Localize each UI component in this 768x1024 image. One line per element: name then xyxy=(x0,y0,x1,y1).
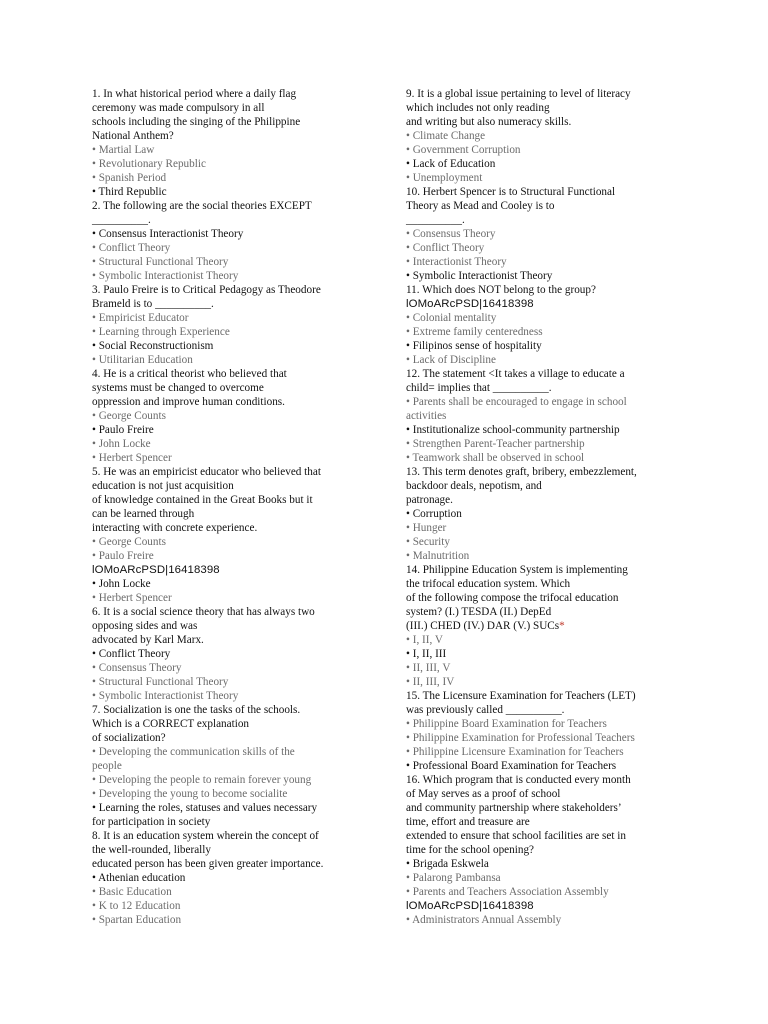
document-id xyxy=(406,297,676,311)
answer-choice xyxy=(406,535,676,549)
question-line xyxy=(92,129,364,143)
question-line xyxy=(92,199,364,213)
answer-choice xyxy=(406,745,676,759)
answer-choice xyxy=(406,241,676,255)
question-line xyxy=(92,605,364,619)
line-text: can be learned through xyxy=(92,508,195,520)
line-text: time for the school opening? xyxy=(406,844,535,856)
question-line xyxy=(406,815,676,829)
line-text: 8. It is an education system wherein the concept of xyxy=(92,830,319,842)
left-column xyxy=(92,87,364,927)
line-text: • K to 12 Education xyxy=(92,900,181,912)
answer-choice xyxy=(92,255,364,269)
question-line xyxy=(406,115,676,129)
answer-choice xyxy=(92,437,364,451)
line-text: 9. It is a global issue pertaining to level of literacy xyxy=(406,88,631,100)
required-asterisk: * xyxy=(559,620,565,632)
line-text: • Professional Board Examination for Teachers xyxy=(406,760,617,772)
line-text: • Philippine Licensure Examination for Teachers xyxy=(406,746,624,758)
answer-choice-selected xyxy=(406,423,676,437)
line-text: • Symbolic Interactionist Theory xyxy=(92,270,239,282)
question-line xyxy=(406,185,676,199)
line-text: • II, III, IV xyxy=(406,676,455,688)
line-text: of knowledge contained in the Great Books but it xyxy=(92,494,313,506)
question-line xyxy=(406,619,676,633)
line-text: system? (I.) TESDA (II.) DepEd xyxy=(406,606,552,618)
line-text: • Parents and Teachers Association Assembly xyxy=(406,886,609,898)
line-text: • Teamwork shall be observed in school xyxy=(406,452,585,464)
line-text: __________. xyxy=(92,214,151,226)
answer-choice xyxy=(92,143,364,157)
answer-choice-selected xyxy=(406,857,676,871)
answer-choice-selected xyxy=(406,269,676,283)
question-line xyxy=(406,479,676,493)
question-line xyxy=(406,801,676,815)
question-line xyxy=(92,115,364,129)
line-text: backdoor deals, nepotism, and xyxy=(406,480,542,492)
answer-choice xyxy=(92,885,364,899)
answer-choice xyxy=(406,731,676,745)
line-text: __________. xyxy=(406,214,465,226)
answer-choice xyxy=(406,871,676,885)
line-text: • Security xyxy=(406,536,450,548)
line-text: • Parents shall be encouraged to engage in school xyxy=(406,396,627,408)
line-text: extended to ensure that school facilities are set in xyxy=(406,830,626,842)
line-text: of the following compose the trifocal education xyxy=(406,592,619,604)
line-text: • Colonial mentality xyxy=(406,312,497,324)
question-line xyxy=(92,857,364,871)
line-text: • Conflict Theory xyxy=(92,648,171,660)
answer-choice-selected xyxy=(406,339,676,353)
line-text: • I, II, V xyxy=(406,634,443,646)
answer-choice-selected xyxy=(92,185,364,199)
line-text: people xyxy=(92,760,122,772)
line-text: • Conflict Theory xyxy=(406,242,485,254)
answer-choice-selected xyxy=(92,339,364,353)
line-text: oppression and improve human conditions. xyxy=(92,396,285,408)
answer-choice xyxy=(92,689,364,703)
line-text: • Palarong Pambansa xyxy=(406,872,501,884)
answer-choice xyxy=(92,591,364,605)
answer-choice xyxy=(92,745,364,759)
line-text: advocated by Karl Marx. xyxy=(92,634,204,646)
answer-choice-selected xyxy=(92,815,364,829)
question-line xyxy=(406,199,676,213)
line-text: • Brigada Eskwela xyxy=(406,858,489,870)
line-text: (III.) CHED (IV.) DAR (V.) SUCs xyxy=(406,620,560,632)
answer-choice xyxy=(406,437,676,451)
line-text: Theory as Mead and Cooley is to xyxy=(406,200,555,212)
question-line xyxy=(406,591,676,605)
line-text: 12. The statement <It takes a village to educate a xyxy=(406,368,625,380)
line-text: lOMoARcPSD|16418398 xyxy=(406,900,534,912)
answer-choice xyxy=(406,549,676,563)
answer-choice xyxy=(92,171,364,185)
answer-choice xyxy=(92,311,364,325)
answer-choice xyxy=(406,451,676,465)
answer-choice xyxy=(92,535,364,549)
line-text: • Martial Law xyxy=(92,144,155,156)
line-text: 3. Paulo Freire is to Critical Pedagogy as Theodore xyxy=(92,284,321,296)
question-line xyxy=(406,367,676,381)
question-line xyxy=(406,773,676,787)
answer-choice xyxy=(92,157,364,171)
question-line xyxy=(406,381,676,395)
line-text: and writing but also numeracy skills. xyxy=(406,116,572,128)
answer-choice-selected xyxy=(92,577,364,591)
line-text: • Unemployment xyxy=(406,172,483,184)
line-text: • Philippine Board Examination for Teachers xyxy=(406,718,607,730)
line-text: child= implies that __________. xyxy=(406,382,552,394)
line-text: • Extreme family centeredness xyxy=(406,326,543,338)
line-text: • Administrators Annual Assembly xyxy=(406,914,562,926)
question-line xyxy=(406,689,676,703)
line-text: • Institutionalize school-community partnership xyxy=(406,424,620,436)
line-text: lOMoARcPSD|16418398 xyxy=(92,564,220,576)
answer-choice xyxy=(406,885,676,899)
question-line xyxy=(92,731,364,745)
answer-choice-selected xyxy=(92,801,364,815)
answer-choice xyxy=(92,675,364,689)
line-text: • Hunger xyxy=(406,522,447,534)
question-line xyxy=(406,87,676,101)
question-line xyxy=(92,493,364,507)
line-text: was previously called __________. xyxy=(406,704,565,716)
line-text: • Empiricist Educator xyxy=(92,312,189,324)
question-line xyxy=(406,577,676,591)
line-text: • Utilitarian Education xyxy=(92,354,193,366)
line-text: • Herbert Spencer xyxy=(92,592,172,604)
line-text: National Anthem? xyxy=(92,130,174,142)
answer-choice-selected xyxy=(406,507,676,521)
question-line xyxy=(92,213,364,227)
line-text: 6. It is a social science theory that has always two xyxy=(92,606,315,618)
line-text: lOMoARcPSD|16418398 xyxy=(406,298,534,310)
answer-choice xyxy=(406,661,676,675)
question-line xyxy=(406,605,676,619)
line-text: education is not just acquisition xyxy=(92,480,234,492)
line-text: • Social Reconstructionism xyxy=(92,340,214,352)
answer-choice xyxy=(406,311,676,325)
question-line xyxy=(92,703,364,717)
question-line xyxy=(92,395,364,409)
answer-choice xyxy=(92,409,364,423)
line-text: • I, II, III xyxy=(406,648,447,660)
answer-choice xyxy=(406,129,676,143)
answer-choice-selected xyxy=(92,227,364,241)
line-text: • Paulo Freire xyxy=(92,550,154,562)
question-line xyxy=(92,367,364,381)
answer-choice-selected xyxy=(92,647,364,661)
line-text: • Basic Education xyxy=(92,886,172,898)
line-text: • Athenian education xyxy=(92,872,186,884)
line-text: systems must be changed to overcome xyxy=(92,382,264,394)
question-line xyxy=(92,381,364,395)
line-text: Which is a CORRECT explanation xyxy=(92,718,250,730)
line-text: • Lack of Discipline xyxy=(406,354,496,366)
line-text: • George Counts xyxy=(92,536,166,548)
answer-choice xyxy=(406,675,676,689)
line-text: • Third Republic xyxy=(92,186,167,198)
answer-choice xyxy=(406,409,676,423)
line-text: • Developing the people to remain forever young xyxy=(92,774,312,786)
question-line xyxy=(92,507,364,521)
answer-choice xyxy=(92,661,364,675)
line-text: • Symbolic Interactionist Theory xyxy=(92,690,239,702)
line-text: schools including the singing of the Philippine xyxy=(92,116,301,128)
question-line xyxy=(406,465,676,479)
question-line xyxy=(92,479,364,493)
question-line xyxy=(406,283,676,297)
line-text: • Herbert Spencer xyxy=(92,452,172,464)
line-text: 15. The Licensure Examination for Teachers (LET) xyxy=(406,690,636,702)
question-line xyxy=(92,465,364,479)
line-text: • Conflict Theory xyxy=(92,242,171,254)
answer-choice-selected xyxy=(406,759,676,773)
line-text: • Developing the young to become socialite xyxy=(92,788,288,800)
question-line xyxy=(92,619,364,633)
line-text: activities xyxy=(406,410,447,422)
line-text: • Developing the communication skills of the xyxy=(92,746,295,758)
question-line xyxy=(92,283,364,297)
line-text: of May serves as a proof of school xyxy=(406,788,561,800)
answer-choice xyxy=(92,241,364,255)
question-line xyxy=(92,633,364,647)
question-line xyxy=(406,829,676,843)
question-line xyxy=(406,101,676,115)
document-id xyxy=(406,899,676,913)
line-text: and community partnership where stakeholders’ xyxy=(406,802,622,814)
line-text: • Consensus Theory xyxy=(406,228,496,240)
answer-choice xyxy=(92,759,364,773)
line-text: • Climate Change xyxy=(406,130,486,142)
line-text: 14. Philippine Education System is implementing xyxy=(406,564,628,576)
answer-choice xyxy=(92,913,364,927)
line-text: for participation in society xyxy=(92,816,211,828)
line-text: educated person has been given greater importance. xyxy=(92,858,324,870)
line-text: • Paulo Freire xyxy=(92,424,154,436)
question-line xyxy=(406,787,676,801)
answer-choice-selected xyxy=(92,871,364,885)
line-text: • Learning the roles, statuses and values necessary xyxy=(92,802,318,814)
answer-choice-selected xyxy=(406,157,676,171)
line-text: 10. Herbert Spencer is to Structural Functional xyxy=(406,186,616,198)
question-line xyxy=(406,563,676,577)
line-text: • Corruption xyxy=(406,508,462,520)
right-column xyxy=(406,87,676,927)
line-text: • Spanish Period xyxy=(92,172,167,184)
question-line xyxy=(92,297,364,311)
line-text: 7. Socialization is one the tasks of the schools. xyxy=(92,704,301,716)
answer-choice xyxy=(406,227,676,241)
answer-choice xyxy=(406,353,676,367)
answer-choice xyxy=(406,395,676,409)
answer-choice xyxy=(92,899,364,913)
line-text: 4. He is a critical theorist who believed that xyxy=(92,368,287,380)
line-text: • Structural Functional Theory xyxy=(92,676,229,688)
answer-choice xyxy=(92,269,364,283)
answer-choice xyxy=(92,549,364,563)
line-text: patronage. xyxy=(406,494,453,506)
line-text: • George Counts xyxy=(92,410,166,422)
answer-choice xyxy=(92,787,364,801)
line-text: 13. This term denotes graft, bribery, embezzlement, xyxy=(406,466,637,478)
line-text: • John Locke xyxy=(92,578,151,590)
line-text: • II, III, V xyxy=(406,662,451,674)
line-text: • Structural Functional Theory xyxy=(92,256,229,268)
line-text: time, effort and treasure are xyxy=(406,816,530,828)
question-line xyxy=(406,493,676,507)
answer-choice xyxy=(92,325,364,339)
line-text: opposing sides and was xyxy=(92,620,198,632)
answer-choice xyxy=(92,451,364,465)
line-text: 2. The following are the social theories EXCEPT xyxy=(92,200,312,212)
line-text: • Strengthen Parent-Teacher partnership xyxy=(406,438,585,450)
document-id xyxy=(92,563,364,577)
line-text: 1. In what historical period where a daily flag xyxy=(92,88,297,100)
line-text: interacting with concrete experience. xyxy=(92,522,258,534)
line-text: • Learning through Experience xyxy=(92,326,230,338)
line-text: the well-rounded, liberally xyxy=(92,844,211,856)
answer-choice xyxy=(406,255,676,269)
line-text: which includes not only reading xyxy=(406,102,550,114)
line-text: • Symbolic Interactionist Theory xyxy=(406,270,553,282)
question-line xyxy=(92,717,364,731)
line-text: Brameld is to __________. xyxy=(92,298,214,310)
answer-choice xyxy=(406,913,676,927)
answer-choice xyxy=(406,143,676,157)
answer-choice xyxy=(92,353,364,367)
answer-choice-selected xyxy=(92,423,364,437)
line-text: • Spartan Education xyxy=(92,914,182,926)
question-line xyxy=(92,843,364,857)
question-line xyxy=(406,843,676,857)
line-text: • Lack of Education xyxy=(406,158,496,170)
answer-choice xyxy=(406,633,676,647)
line-text: • Revolutionary Republic xyxy=(92,158,206,170)
answer-choice xyxy=(406,717,676,731)
line-text: the trifocal education system. Which xyxy=(406,578,571,590)
question-line xyxy=(406,213,676,227)
line-text: of socialization? xyxy=(92,732,166,744)
question-line xyxy=(92,101,364,115)
question-line xyxy=(92,829,364,843)
line-text: 11. Which does NOT belong to the group? xyxy=(406,284,596,296)
line-text: • Consensus Interactionist Theory xyxy=(92,228,244,240)
answer-choice xyxy=(406,521,676,535)
line-text: • Filipinos sense of hospitality xyxy=(406,340,542,352)
answer-choice xyxy=(92,773,364,787)
line-text: • Consensus Theory xyxy=(92,662,182,674)
line-text: ceremony was made compulsory in all xyxy=(92,102,265,114)
line-text: • Malnutrition xyxy=(406,550,470,562)
answer-choice xyxy=(406,171,676,185)
line-text: 16. Which program that is conducted every month xyxy=(406,774,631,786)
line-text: • John Locke xyxy=(92,438,151,450)
question-line xyxy=(92,87,364,101)
line-text: • Philippine Examination for Professional Teachers xyxy=(406,732,635,744)
line-text: 5. He was an empiricist educator who believed that xyxy=(92,466,321,478)
line-text: • Interactionist Theory xyxy=(406,256,507,268)
answer-choice-selected xyxy=(406,647,676,661)
line-text: • Government Corruption xyxy=(406,144,521,156)
answer-choice xyxy=(406,325,676,339)
question-line xyxy=(406,703,676,717)
question-line xyxy=(92,521,364,535)
